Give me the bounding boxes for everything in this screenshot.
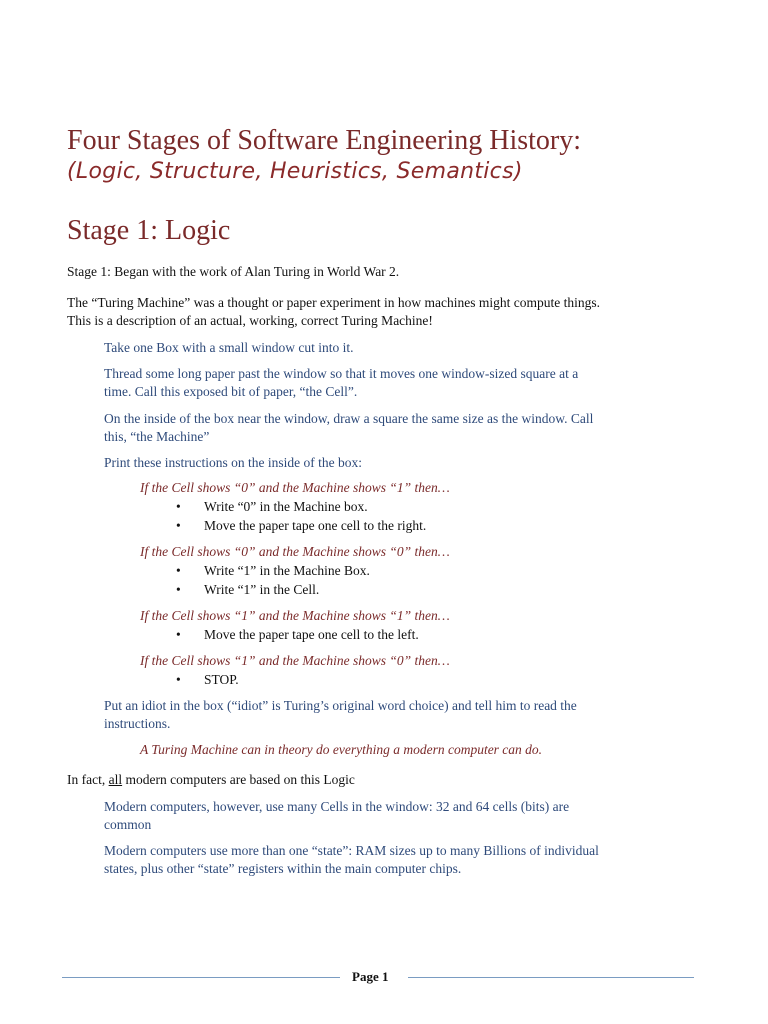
- page-number: Page 1: [352, 969, 389, 984]
- rule-action: • Move the paper tape one cell to the right.: [176, 518, 427, 533]
- footer-rule-left: [62, 977, 340, 978]
- rule-action: • STOP.: [176, 672, 239, 687]
- step-box: Take one Box with a small window cut into it.: [104, 340, 354, 355]
- step-draw-line-2: this, “the Machine”: [104, 429, 210, 444]
- bullet-icon: •: [176, 582, 181, 597]
- fact-paragraph: In fact, all modern computers are based on this Logic: [67, 772, 355, 787]
- document-title: Four Stages of Software Engineering History:: [67, 125, 582, 156]
- modern-cells-line-1: Modern computers, however, use many Cells in the window: 32 and 64 cells (bits) are: [104, 799, 570, 814]
- turing-intro-line-2: This is a description of an actual, working, correct Turing Machine!: [67, 313, 433, 328]
- document-subtitle: (Logic, Structure, Heuristics, Semantics): [67, 159, 523, 184]
- step-print: Print these instructions on the inside of the box:: [104, 455, 362, 470]
- rule-action: • Move the paper tape one cell to the left.: [176, 627, 419, 642]
- modern-state-line-1: Modern computers use more than one “state”: RAM sizes up to many Billions of individual: [104, 843, 599, 858]
- rule-condition: If the Cell shows “1” and the Machine shows “1” then…: [140, 608, 450, 623]
- intro-paragraph: Stage 1: Began with the work of Alan Turing in World War 2.: [67, 264, 400, 279]
- step-draw-line-1: On the inside of the box near the window, draw a square the same size as the window. Call: [104, 411, 594, 426]
- step-thread-line-1: Thread some long paper past the window so that it moves one window-sized square at a: [104, 366, 579, 381]
- modern-cells-line-2: common: [104, 817, 152, 832]
- turing-intro-line-1: The “Turing Machine” was a thought or paper experiment in how machines might compute things.: [67, 295, 601, 310]
- rule-condition: If the Cell shows “1” and the Machine shows “0” then…: [140, 653, 450, 668]
- rule-action: • Write “0” in the Machine box.: [176, 499, 368, 514]
- bullet-icon: •: [176, 499, 181, 514]
- bullet-icon: •: [176, 672, 181, 687]
- rule-action: • Write “1” in the Cell.: [176, 582, 320, 597]
- rule-action: • Write “1” in the Machine Box.: [176, 563, 370, 578]
- bullet-icon: •: [176, 563, 181, 578]
- idiot-line-1: Put an idiot in the box (“idiot” is Turing’s original word choice) and tell him to read the: [104, 698, 577, 713]
- rule-condition: If the Cell shows “0” and the Machine shows “1” then…: [140, 480, 450, 495]
- theory-note: A Turing Machine can in theory do everything a modern computer can do.: [140, 742, 543, 757]
- step-thread-line-2: time. Call this exposed bit of paper, “the Cell”.: [104, 384, 358, 399]
- section-heading: Stage 1: Logic: [67, 215, 231, 246]
- footer-rule-right: [408, 977, 694, 978]
- bullet-icon: •: [176, 518, 181, 533]
- rule-condition: If the Cell shows “0” and the Machine shows “0” then…: [140, 544, 450, 559]
- idiot-line-2: instructions.: [104, 716, 171, 731]
- fact-emphasis: all: [108, 772, 123, 787]
- modern-state-line-2: states, plus other “state” registers within the main computer chips.: [104, 861, 462, 876]
- bullet-icon: •: [176, 627, 181, 642]
